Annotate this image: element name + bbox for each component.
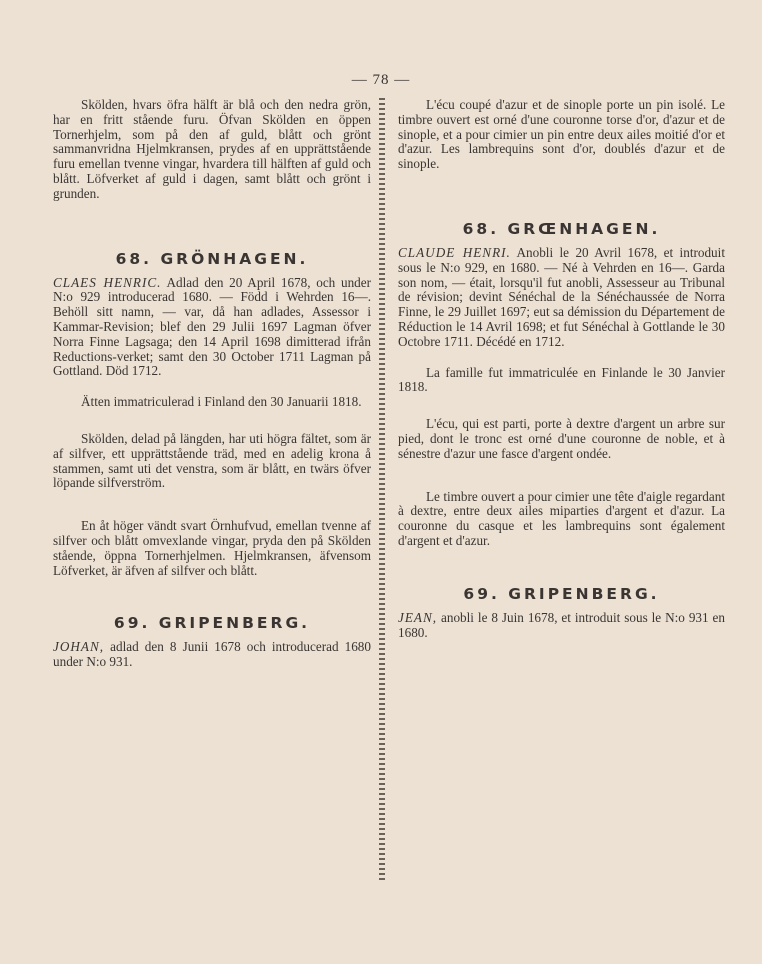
blazon-intro-sv: Skölden, hvars öfra hälft är blå och den nedra grön, har en fritt stående furu. Öfvan Skölden en öppen Tornerhjelm, som på den af guld, blått och grönt sammanvridna Hjelmkransen, prydes af en upprättstående furu emellan tvenne vingar, hvardera till hälften af guld och blått. Löfverket af guld i dagen, samt blått och grönt i grunden.	[53, 97, 371, 201]
blazon-intro-fr: L'écu coupé d'azur et de sinople porte un pin isolé. Le timbre ouvert est orné d'une couronne torse d'or, d'azur et de sinople, et a pour cimier un pin entre deux ailes moitié d'or et d'azur. Les lambrequins sont d'or, doublés d'azur et de sinople.	[398, 97, 725, 172]
matriculation-sv: Ätten immatriculerad i Finland den 30 Januarii 1818.	[81, 394, 362, 410]
entry-68-fr	[398, 246, 725, 350]
heading-69-sv: 69. GRIPENBERG.	[113, 614, 311, 633]
entry-69-sv	[53, 640, 371, 670]
entry-68-text-sv: Adlad den 20 April 1678, och under N:o 929 introducerad 1680. — Född i Wehrden 16––. Behöll sitt namn, — var, då han adlades, Assessor i Kammar-Revision; blef den 29 Julii 1697 Lagman öfver Norra Finne Lagsaga; den 14 April 1698 dimitterad ifrån Reductions-verket; samt den 30 October 1711 Lagman på Gottland. Död 1712.	[53, 274, 372, 379]
helm-description-fr: Le timbre ouvert a pour cimier une tête d'aigle regardant à dextre, entre deux ailes miparties d'argent et d'azur. La couronne du casque et les lambrequins sont également d'argent et d'azur.	[398, 488, 725, 548]
helm-description-sv: En åt höger vändt svart Örnhufvud, emellan tvenne af silfver och blått omvexlande vingar, pryda den på Skölden stående, öppna Tornerhjelmen. Hjelmkransen, äfvensom Löfverket, är äfven af silfver och blått.	[53, 518, 371, 578]
heading-69-fr: 69. GRIPENBERG.	[463, 584, 660, 603]
entry-69-text-sv: adlad den 8 Junii 1678 och introducerad 1680 under N:o 931.	[53, 639, 371, 670]
person-name-68-fr: CLAUDE HENRI.	[398, 244, 511, 260]
person-name-69-sv: JOHAN,	[53, 639, 105, 655]
person-name-68-sv: CLAES HENRIC.	[53, 274, 162, 290]
french-column	[398, 98, 725, 640]
entry-68-sv	[53, 276, 371, 380]
entry-69-text-fr: anobli le 8 Juin 1678, et introduit sous le N:o 931 en 1680.	[398, 609, 725, 640]
page-number: — 78 —	[351, 72, 411, 88]
person-name-69-fr: JEAN,	[398, 609, 438, 625]
entry-69-fr	[398, 611, 725, 641]
swedish-column	[53, 98, 371, 670]
heading-68-fr: 68. GRŒNHAGEN.	[462, 219, 661, 238]
matriculation-fr: La famille fut immatriculée en Finlande le 30 Janvier 1818.	[398, 364, 725, 395]
heading-68-sv: 68. GRÖNHAGEN.	[115, 249, 309, 268]
column-divider	[379, 98, 385, 880]
shield-description-sv: Skölden, delad på längden, har uti högra fältet, som är af silfver, ett upprättstående träd, med en adelig krona å stammen, samt uti det venstra, som är blått, en twärs öfver löpande silfverström.	[53, 430, 371, 491]
shield-description-fr: L'écu, qui est parti, porte à dextre d'argent un arbre sur pied, dont le tronc est orné d'une couronne de noble, et à sénestre d'azur une fasce d'argent ondée.	[398, 416, 725, 461]
entry-68-text-fr: Anobli le 20 Avril 1678, et introduit sous le N:o 929, en 1680. — Né à Vehrden en 16––. Garda son nom, — était, lorsqu'il fut anobli, Assesseur au Tribunal de révision; devint Sénéchal de la Sénéchaussée de Norra Finne, le 29 Juillet 1697; eut sa démission du Département de Réduction le 14 Avril 1698; et fut Sénéchal à Gottlande le 30 Octobre 1711. Décédé en 1712.	[398, 244, 725, 349]
